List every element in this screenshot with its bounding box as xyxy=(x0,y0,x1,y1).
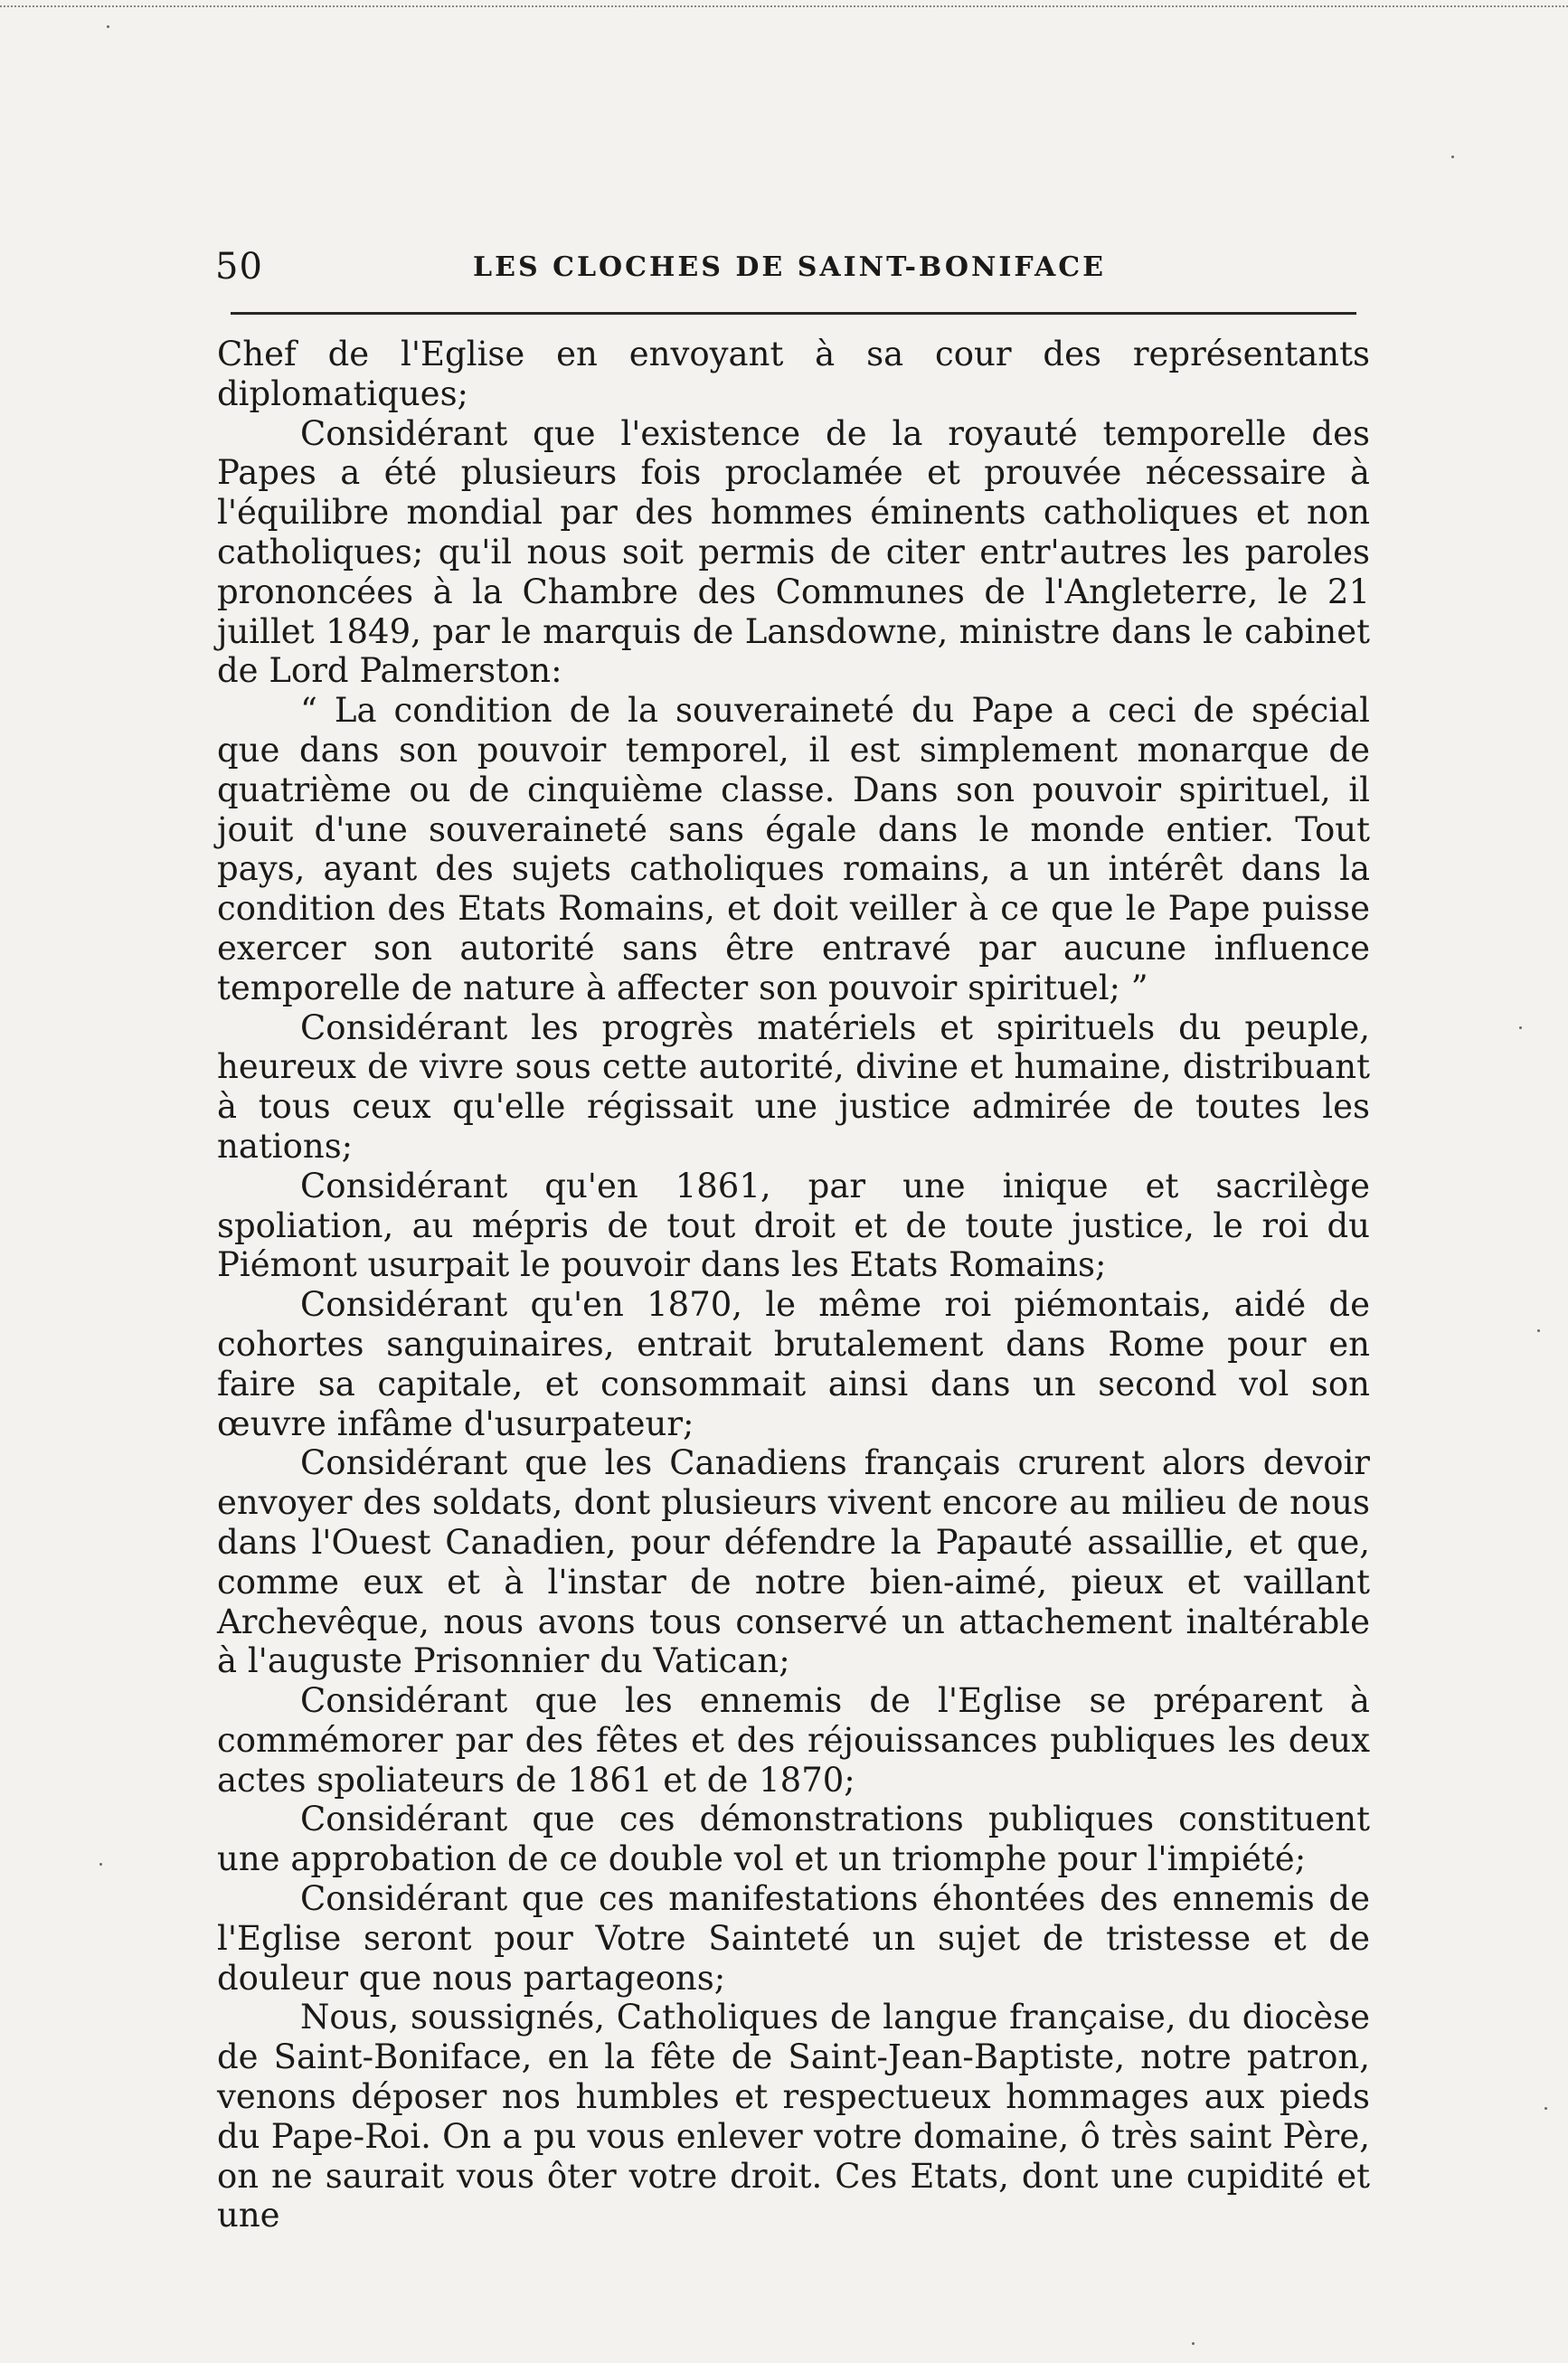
running-head xyxy=(215,246,1364,291)
page-top-edge xyxy=(0,0,1568,7)
paper-speck xyxy=(1192,2342,1195,2345)
paragraph: Nous, soussignés, Catholiques de langue française, du diocèse de Saint-Boniface, en la fête de Saint-Jean-Baptiste, notre patron, venons déposer nos humbles et respectueux hommages aux pieds du Pape-Roi. On a pu vous enlever votre domaine, ô très saint Père, on ne saurait vous ôter votre droit. Ces Etats, dont une cupidité et une xyxy=(217,1998,1370,2235)
paragraph: Considérant les progrès matériels et spirituels du peuple, heureux de vivre sous cette autorité, divine et humaine, distribuant à tous ceux qu'elle régissait une justice admirée de toutes les nations; xyxy=(217,1007,1370,1166)
paragraph: Considérant qu'en 1861, par une inique et sacrilège spoliation, au mépris de tout droit et de toute justice, le roi du Piémont usurpait le pouvoir dans les Etats Romains; xyxy=(217,1166,1370,1285)
paragraph-continued: Chef de l'Eglise en envoyant à sa cour des représentants diplomatiques; xyxy=(217,335,1370,413)
paragraph: Considérant que ces manifestations éhontées des ennemis de l'Eglise seront pour Votre Sainteté un sujet de tristesse et de douleur que nous partageons; xyxy=(217,1879,1370,1998)
paper-speck xyxy=(1519,1026,1522,1029)
running-title: LES CLOCHES DE SAINT-BONIFACE xyxy=(473,251,1106,283)
header-rule xyxy=(231,312,1316,315)
page-number: 50 xyxy=(215,246,263,288)
quotation-paragraph: “ La condition de la souveraineté du Pape a ceci de spécial que dans son pouvoir temporel, il est simplement monarque de quatrième ou de cinquième classe. Dans son pouvoir spirituel, il jouit d'une souveraineté sans égale dans le monde entier. Tout pays, ayant des sujets catholiques romains, a un intérêt dans la condition des Etats Romains, et doit veiller à ce que le Pape puisse exercer son autorité sans être entravé par aucune influence temporelle de nature à affecter son pouvoir spirituel; ” xyxy=(217,691,1370,1007)
paragraph: Considérant que les Canadiens français crurent alors devoir envoyer des soldats, dont plusieurs vivent encore au milieu de nous dans l'Ouest Canadien, pour défendre la Papauté assaillie, et que, comme eux et à l'instar de notre bien-aimé, pieux et vaillant Archevêque, nous avons tous conservé un attachement inaltérable à l'auguste Prisonnier du Vatican; xyxy=(217,1443,1370,1681)
paragraph: Considérant que l'existence de la royauté temporelle des Papes a été plusieurs fois proclamée et prouvée nécessaire à l'équilibre mondial par des hommes éminents catholiques et non catholiques; qu'il nous soit permis de citer entr'autres les paroles prononcées à la Chambre des Communes de l'Angleterre, le 21 juillet 1849, par le marquis de Lansdowne, ministre dans le cabinet de Lord Palmerston: xyxy=(217,413,1370,691)
paragraph: Considérant que ces démonstrations publiques constituent une approbation de ce double vol et un triomphe pour l'impiété; xyxy=(217,1800,1370,1879)
paper-speck xyxy=(99,1863,102,1866)
paragraph: Considérant qu'en 1870, le même roi piémontais, aidé de cohortes sanguinaires, entrait brutalement dans Rome pour en faire sa capitale, et consommait ainsi dans un second vol son œuvre infâme d'usurpateur; xyxy=(217,1285,1370,1443)
paragraph: Considérant que les ennemis de l'Eglise se préparent à commémorer par des fêtes et des réjouissances publiques les deux actes spoliateurs de 1861 et de 1870; xyxy=(217,1681,1370,1800)
paper-speck xyxy=(1537,1329,1540,1332)
header-rule-end xyxy=(1304,312,1356,315)
paper-speck xyxy=(1451,156,1454,158)
paper-speck xyxy=(107,25,109,28)
paper-speck xyxy=(1544,2107,1547,2110)
body-text xyxy=(217,335,1370,2235)
